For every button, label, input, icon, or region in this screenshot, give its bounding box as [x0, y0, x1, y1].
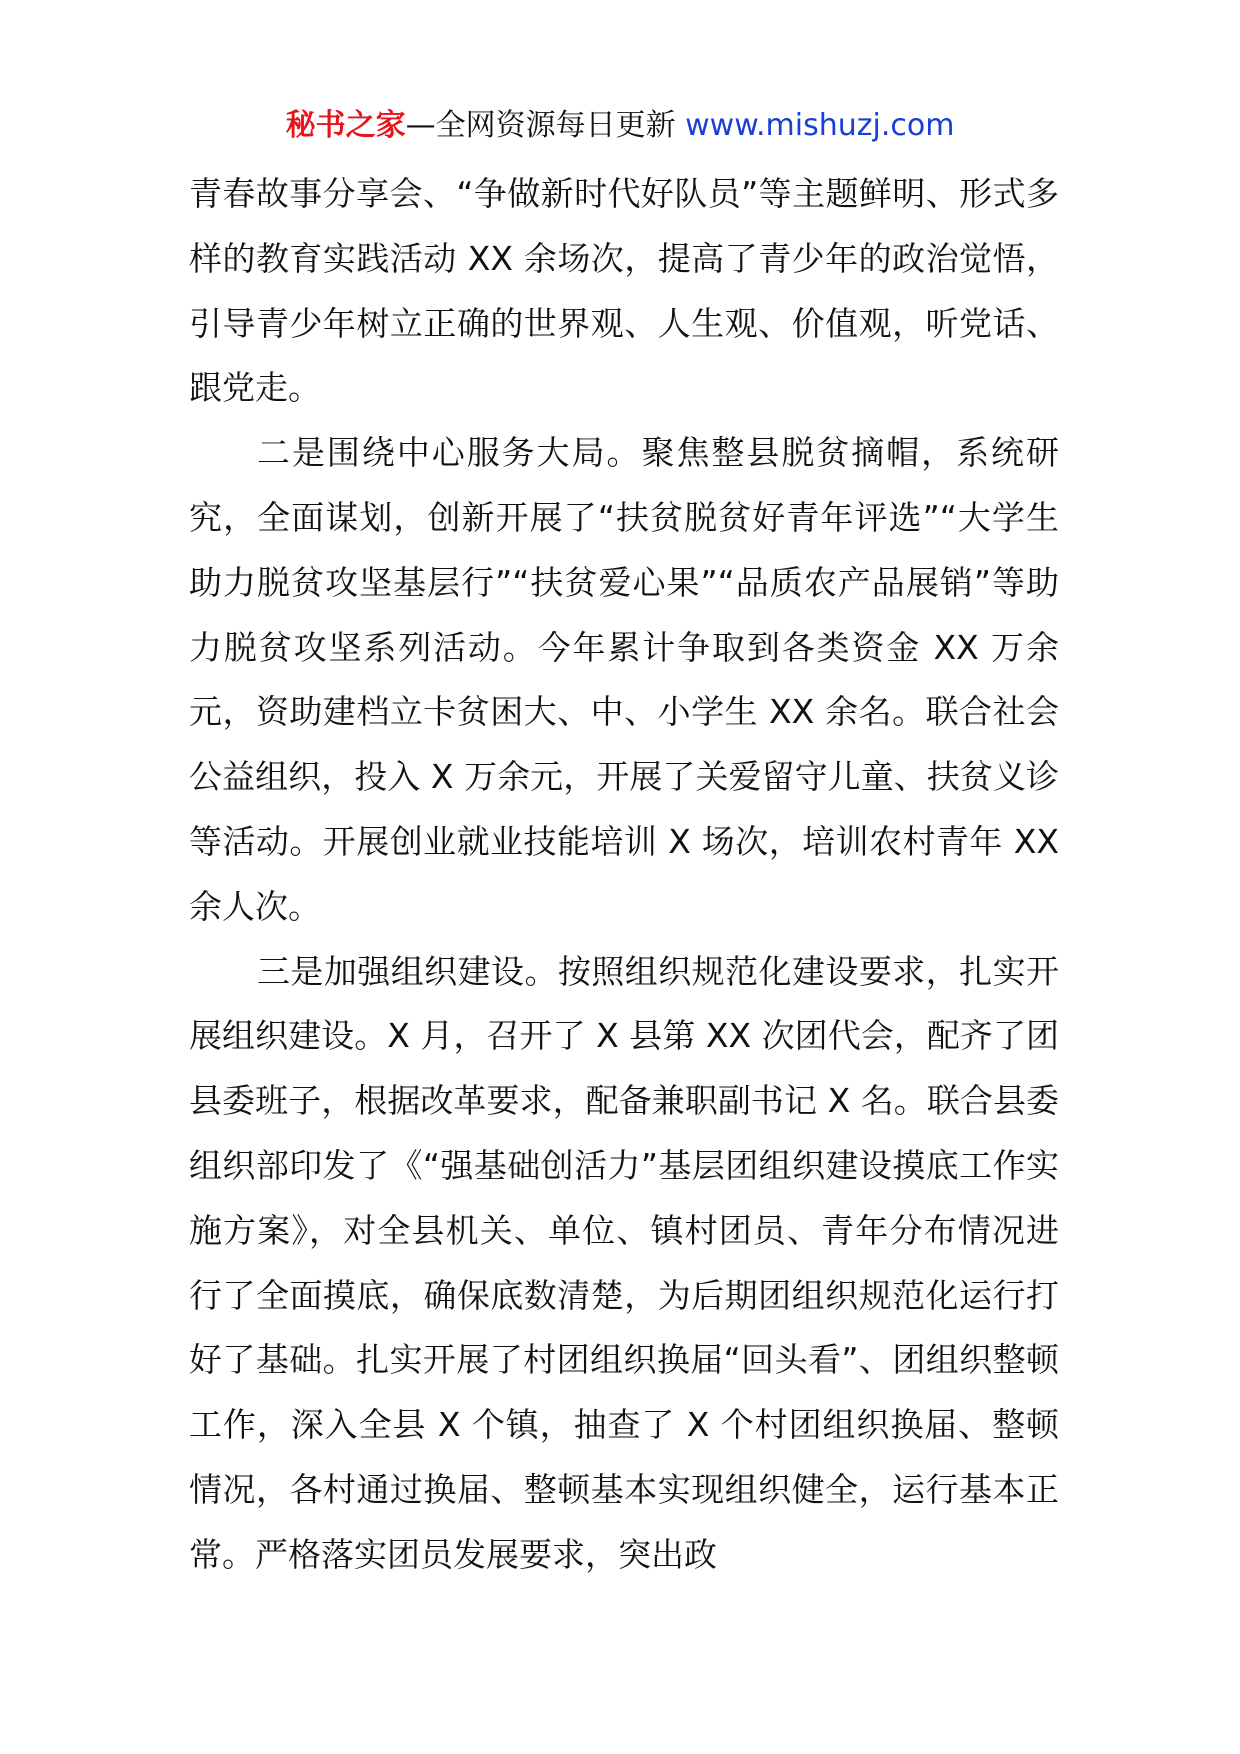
header-tagline: —全网资源每日更新 — [405, 108, 686, 143]
brand-name: 秘书之家 — [285, 108, 406, 143]
paragraph-service-center: 二是围绕中心服务大局。聚焦整县脱贫摘帽，系统研究，全面谋划，创新开展了“扶贫脱贫好青年评选”“大学生助力脱贫攻坚基层行”“扶贫爱心果”“品质农产品展销”等助力脱贫攻坚系列活动。今年累计争取到各类资金 XX 万余元，资助建档立卡贫困大、中、小学生 XX 余名。联合社会公益组织，投入 X 万余元，开展了关爱留守儿童、扶贫义诊等活动。开展创业就业技能培训 X 场次，培训农村青年 XX 余人次。 — [189, 433, 1059, 926]
site-url-link[interactable]: www.mishuzj.com — [685, 108, 955, 143]
document-body — [189, 162, 1059, 1588]
paragraph-continuation: 青春故事分享会、“争做新时代好队员”等主题鲜明、形式多样的教育实践活动 XX 余场次，提高了青少年的政治觉悟，引导青少年树立正确的世界观、人生观、价值观，听党话、跟党走。 — [189, 174, 1059, 408]
paragraph-organization-building: 三是加强组织建设。按照组织规范化建设要求，扎实开展组织建设。X 月，召开了 X 县第 XX 次团代会，配齐了团县委班子，根据改革要求，配备兼职副书记 X 名。联合县委组织部印发了《“强基础创活力”基层团组织建设摸底工作实施方案》，对全县机关、单位、镇村团员、青年分布情况进行了全面摸底，确保底数清楚，为后期团组织规范化运行打好了基础。扎实开展了村团组织换届“回头看”、团组织整顿工作，深入全县 X 个镇，抽查了 X 个村团组织换届、整顿情况，各村通过换届、整顿基本实现组织健全，运行基本正常。严格落实团员发展要求，突出政 — [189, 951, 1059, 1574]
site-header — [0, 104, 1240, 148]
